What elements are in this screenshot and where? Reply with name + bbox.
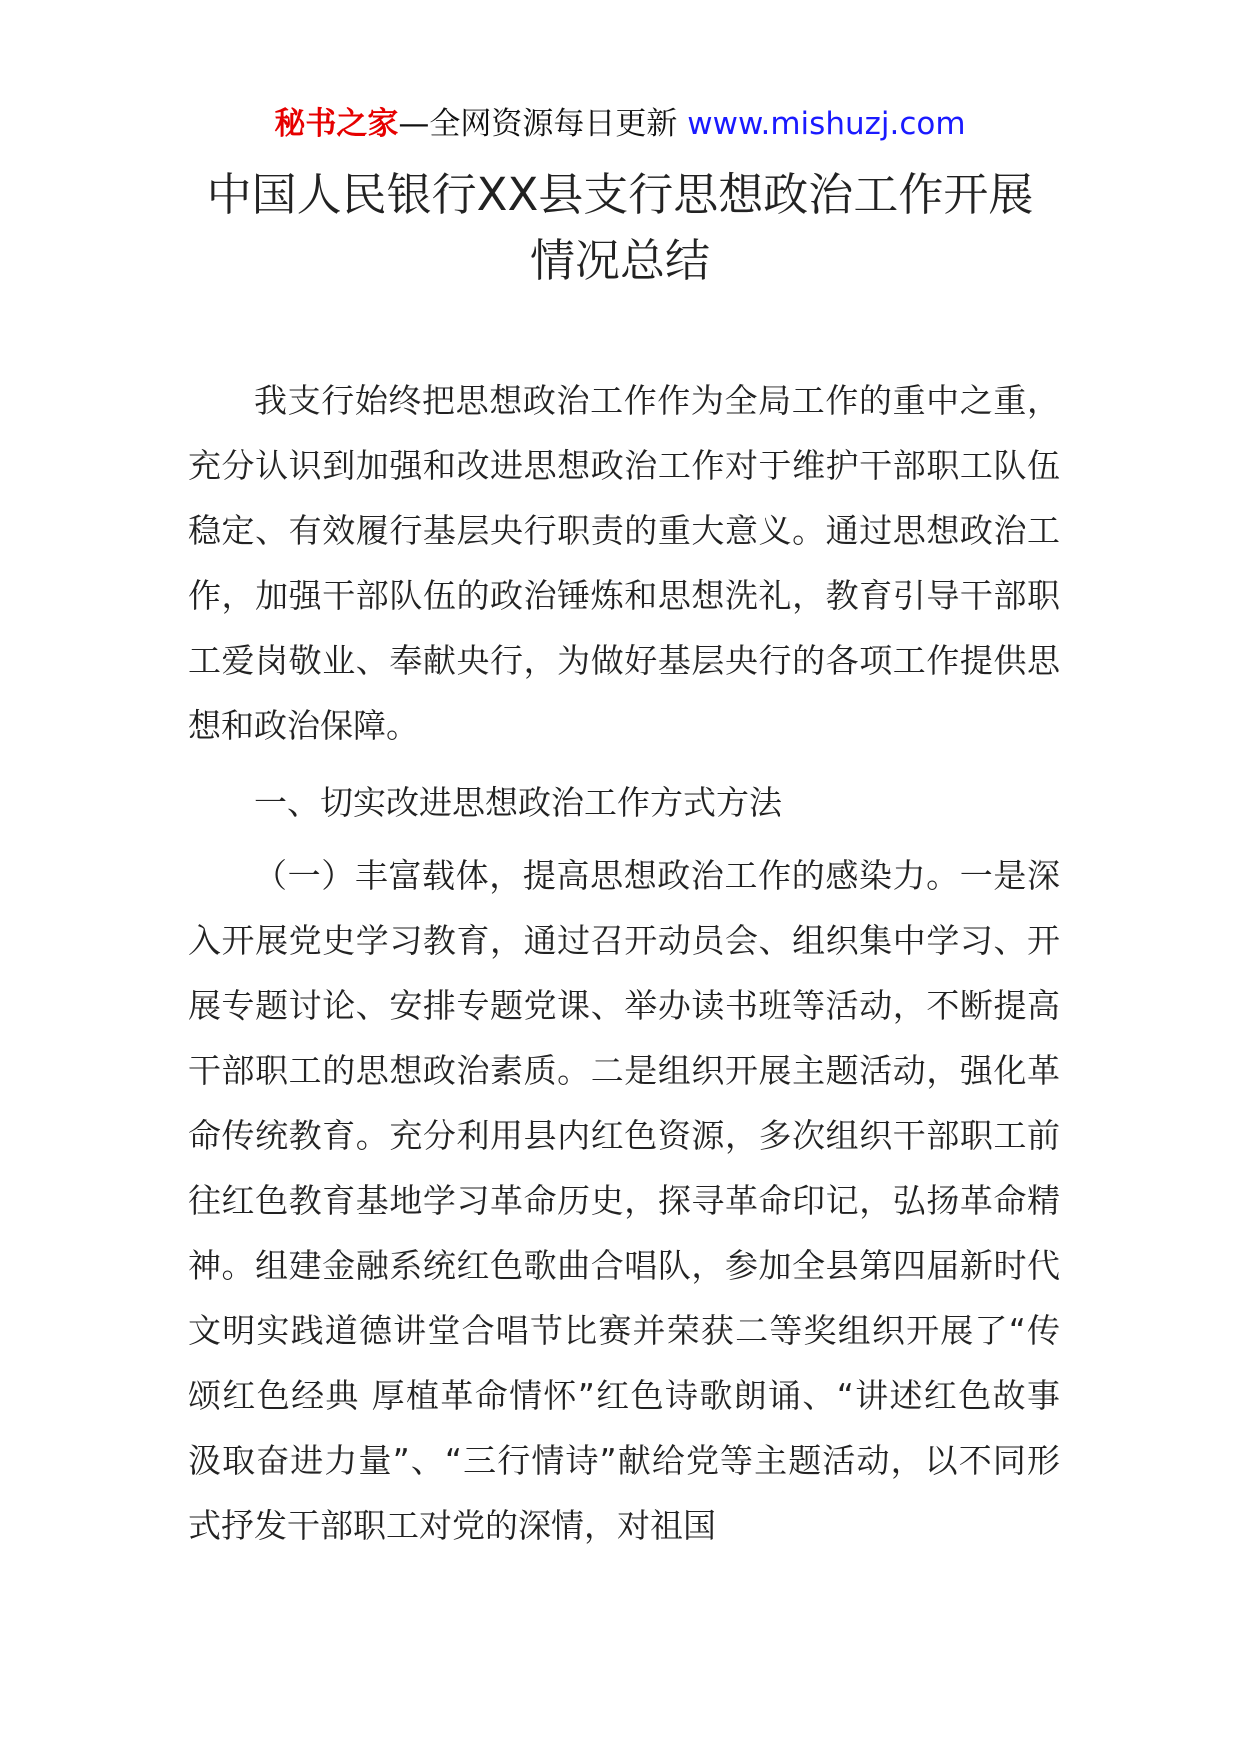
section-heading: 一、切实改进思想政治工作方式方法 [254,783,782,822]
intro-paragraph: 我支行始终把思想政治工作作为全局工作的重中之重，充分认识到加强和改进思想政治工作对于维护干部职工队伍稳定、有效履行基层央行职责的重大意义。通过思想政治工作，加强干部队伍的政治锤炼和思想洗礼，教育引导干部职工爱岗敬业、奉献央行，为做好基层央行的各项工作提供思想和政治保障。 [188,381,1060,745]
banner-tagline: —全网资源每日更新 [398,106,688,142]
document-title [0,162,1240,294]
document-body [188,368,1060,1558]
site-banner [0,104,1240,144]
brand-name: 秘书之家 [274,106,399,142]
website-link[interactable]: www.mishuzj.com [687,106,966,142]
body-paragraph: （一）丰富载体，提高思想政治工作的感染力。一是深入开展党史学习教育，通过召开动员会、组织集中学习、开展专题讨论、安排专题党课、举办读书班等活动，不断提高干部职工的思想政治素质。二是组织开展主题活动，强化革命传统教育。充分利用县内红色资源，多次组织干部职工前往红色教育基地学习革命历史，探寻革命印记，弘扬革命精神。组建金融系统红色歌曲合唱队，参加全县第四届新时代文明实践道德讲堂合唱节比赛并荣获二等奖组织开展了“传颂红色经典 厚植革命情怀”红色诗歌朗诵、“讲述红色故事 汲取奋进力量”、“三行情诗”献给党等主题活动，以不同形式抒发干部职工对党的深情，对祖国 [188,856,1060,1545]
title-line-1: 中国人民银行XX县支行思想政治工作开展 [206,168,1034,221]
title-line-2: 情况总结 [529,234,710,287]
